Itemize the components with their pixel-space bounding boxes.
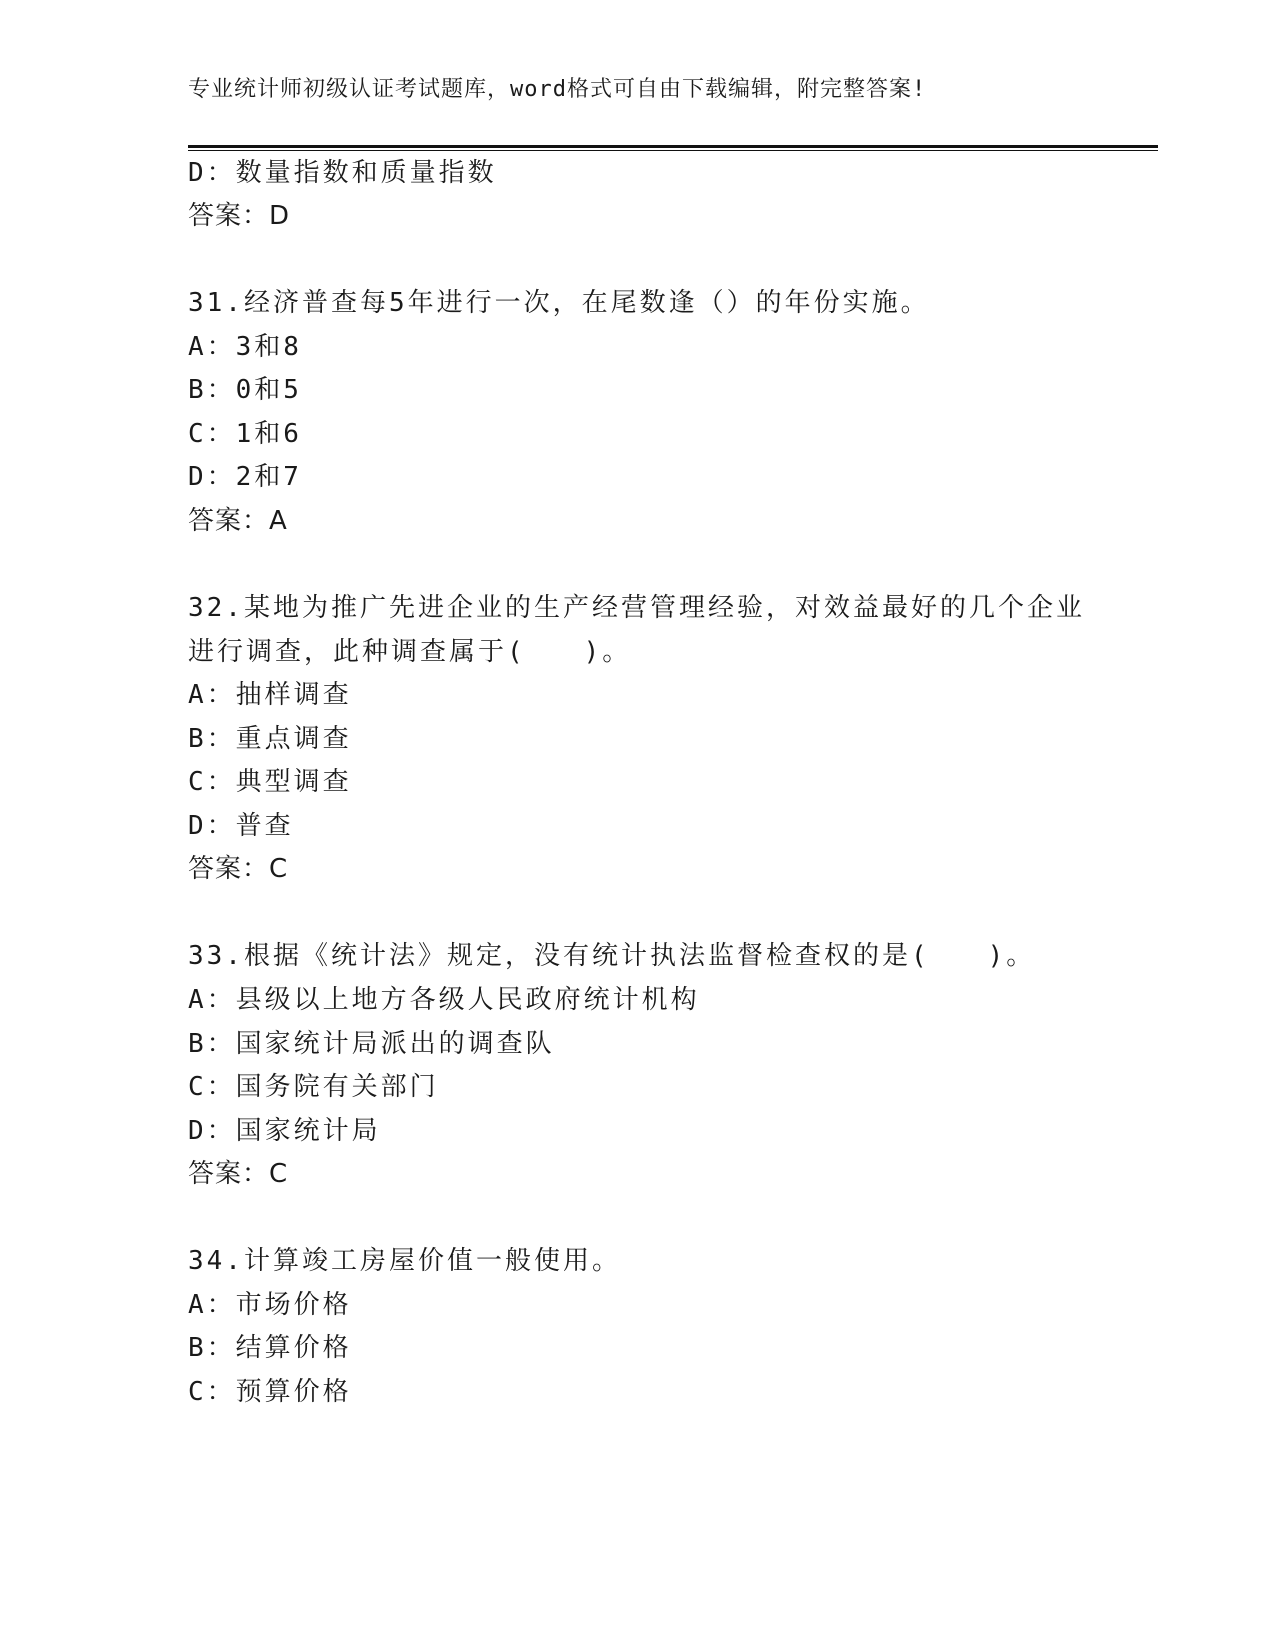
q32-stem-line2: 进行调查，此种调查属于( )。 xyxy=(188,637,632,667)
q32-stem-line1: 32.某地为推广先进企业的生产经营管理经验，对效益最好的几个企业 xyxy=(188,593,1085,623)
q33-option-a: A：县级以上地方各级人民政府统计机构 xyxy=(188,985,700,1015)
q31-option-b: B：0和5 xyxy=(188,375,302,405)
q31-stem: 31.经济普查每5年进行一次，在尾数逢（）的年份实施。 xyxy=(188,288,930,318)
page-header: 专业统计师初级认证考试题库，word格式可自由下载编辑，附完整答案! xyxy=(188,77,927,102)
q32-option-a: A：抽样调查 xyxy=(188,680,352,710)
header-divider xyxy=(188,145,1158,151)
q34-option-a: A：市场价格 xyxy=(188,1290,352,1320)
q34-stem: 34.计算竣工房屋价值一般使用。 xyxy=(188,1246,621,1276)
q34-option-c: C：预算价格 xyxy=(188,1377,352,1407)
q33-option-b: B：国家统计局派出的调查队 xyxy=(188,1029,555,1059)
q33-answer: 答案：C xyxy=(188,1159,289,1189)
q33-option-d: D：国家统计局 xyxy=(188,1116,381,1146)
q33-stem: 33.根据《统计法》规定，没有统计执法监督检查权的是( )。 xyxy=(188,941,1036,971)
q32-option-b: B：重点调查 xyxy=(188,724,352,754)
q31-option-c: C：1和6 xyxy=(188,419,302,449)
q33-option-c: C：国务院有关部门 xyxy=(188,1072,439,1102)
q31-answer: 答案：A xyxy=(188,506,288,536)
q30-option-d: D：数量指数和质量指数 xyxy=(188,158,497,188)
q32-answer: 答案：C xyxy=(188,854,289,884)
q34-option-b: B：结算价格 xyxy=(188,1333,352,1363)
q30-answer: 答案：D xyxy=(188,201,291,231)
q31-option-d: D：2和7 xyxy=(188,462,302,492)
q31-option-a: A：3和8 xyxy=(188,332,302,362)
q32-option-d: D：普查 xyxy=(188,811,294,841)
q32-option-c: C：典型调查 xyxy=(188,767,352,797)
